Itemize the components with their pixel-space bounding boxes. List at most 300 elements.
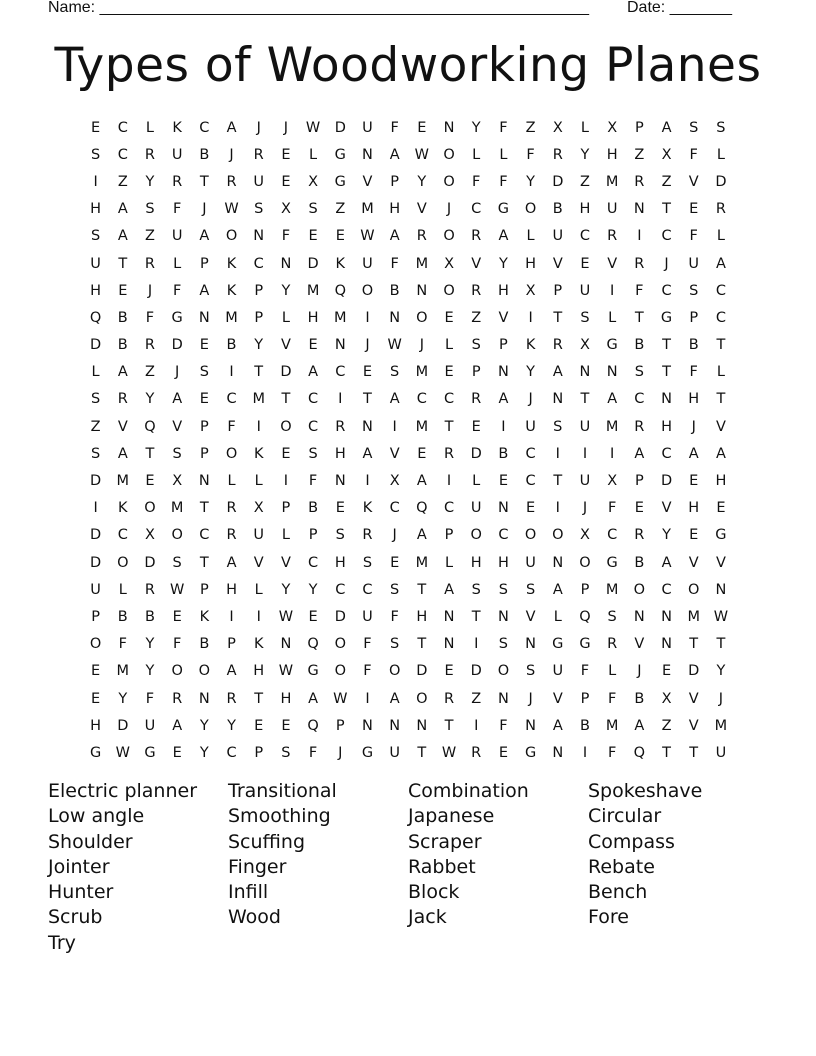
grid-letter: R [634,173,645,190]
grid-letter: A [634,445,645,462]
grid-letter: J [528,690,533,707]
grid-letter: V [661,500,672,517]
grid-letter: E [199,391,209,408]
grid-letter: I [637,228,642,245]
grid-letter: A [389,690,400,707]
grid-letter: S [308,201,318,218]
grid-letter: S [390,364,400,381]
grid-letter: R [552,337,563,354]
grid-letter: X [172,473,183,490]
grid-letter: T [716,636,726,653]
grid-letter: I [392,418,397,435]
grid-letter: F [472,173,481,190]
grid-letter: J [175,364,180,381]
grid-letter: N [552,554,564,571]
grid-letter: N [362,418,373,435]
word-bank-item: Try [48,931,76,954]
grid-letter: J [392,527,397,544]
grid-letter: S [716,119,726,136]
grid-letter: N [280,636,292,653]
grid-letter: A [117,228,128,245]
grid-letter: D [334,119,346,136]
grid-letter: G [524,744,537,761]
grid-letter: U [579,473,591,490]
grid-letter: I [365,309,370,326]
grid-letter: F [526,146,535,163]
word-bank-item: Low angle [48,805,145,828]
grid-letter: K [118,500,128,517]
grid-letter: M [415,255,429,272]
grid-letter: Y [526,364,536,381]
grid-letter: H [226,581,237,598]
grid-letter: F [499,119,508,136]
grid-letter: C [634,391,645,408]
grid-letter: L [716,146,725,163]
grid-letter: H [470,554,482,571]
grid-letter: D [117,717,129,734]
grid-letter: S [607,608,617,625]
grid-letter: E [362,364,373,381]
word-bank-item: Shoulder [48,830,133,853]
grid-letter: A [552,581,563,598]
grid-letter: B [308,500,319,517]
grid-letter: A [661,119,672,136]
grid-letter: C [308,391,319,408]
grid-letter: H [606,146,618,163]
word-bank-item: Block [408,881,460,904]
grid-letter: O [361,282,374,299]
grid-letter: L [281,527,290,544]
grid-letter: E [91,690,101,707]
grid-letter: J [419,337,424,354]
grid-letter: C [117,119,128,136]
grid-letter: R [226,500,237,517]
grid-letter: I [283,473,289,490]
grid-letter: A [226,554,237,571]
word-bank-item: Hunter [48,881,114,904]
grid-letter: A [199,228,210,245]
grid-letter: L [91,364,100,381]
grid-letter: W [713,608,729,625]
grid-letter: L [444,554,454,571]
grid-letter: O [117,554,129,571]
grid-letter: H [307,309,319,326]
grid-letter: N [362,717,373,734]
grid-letter: T [662,744,671,761]
grid-letter: N [579,364,591,381]
grid-letter: U [579,282,591,299]
grid-letter: V [172,418,183,435]
grid-letter: A [308,364,319,381]
word-bank-item: Spokeshave [588,780,703,802]
grid-letter: R [634,527,645,544]
grid-letter: I [256,418,261,435]
grid-letter: J [582,500,588,517]
grid-letter: P [553,282,563,299]
grid-letter: R [715,201,726,218]
grid-letter: L [608,309,617,326]
grid-letter: I [93,173,98,190]
grid-letter: W [115,744,130,761]
grid-letter: O [416,309,428,326]
grid-letter: V [688,690,699,707]
grid-letter: X [280,201,291,218]
grid-letter: C [226,744,237,761]
grid-letter: K [253,636,264,653]
grid-letter: U [253,173,265,190]
grid-letter: E [390,554,400,571]
word-bank-item: Scraper [408,830,482,853]
grid-letter: W [333,690,348,707]
grid-letter: V [280,337,291,354]
grid-letter: V [280,554,291,571]
grid-letter: R [362,527,373,544]
grid-letter: E [254,717,264,734]
grid-letter: Z [634,146,645,163]
grid-letter: Y [308,581,318,598]
grid-letter: Y [471,119,481,136]
grid-letter: F [689,146,698,163]
grid-letter: U [362,255,373,272]
grid-letter: J [718,690,724,707]
grid-letter: K [226,282,237,299]
grid-letter: S [90,228,101,245]
grid-letter: W [278,608,294,625]
grid-letter: Y [716,663,726,680]
grid-letter: U [715,744,727,761]
grid-letter: W [224,201,239,218]
grid-letter: E [444,663,454,680]
grid-letter: F [363,663,372,680]
grid-letter: X [661,146,672,163]
name-field-label: Name: _______________________________________________________ [48,0,589,16]
grid-letter: N [334,473,346,490]
grid-letter: O [552,527,564,544]
grid-letter: S [308,445,318,462]
grid-letter: R [144,146,155,163]
grid-letter: I [365,473,370,490]
grid-letter: L [254,473,263,490]
grid-letter: S [335,527,345,544]
grid-letter: M [714,717,728,734]
grid-letter: Y [118,690,128,707]
grid-letter: N [334,337,346,354]
grid-letter: V [498,309,509,326]
grid-letter: R [443,445,455,462]
grid-letter: N [661,391,672,408]
grid-letter: N [525,717,537,734]
grid-letter: L [227,473,236,490]
grid-letter: B [634,690,645,707]
grid-letter: U [525,418,536,435]
grid-letter: H [661,418,672,435]
grid-letter: E [91,119,101,136]
grid-letter: G [361,744,374,761]
word-bank-item: Finger [228,855,287,878]
grid-letter: H [579,201,591,218]
grid-letter: T [444,717,454,734]
grid-letter: H [497,282,509,299]
grid-letter: N [416,282,428,299]
grid-letter: T [199,500,209,517]
grid-letter: T [634,309,644,326]
grid-letter: D [416,663,428,680]
grid-letter: S [90,146,101,163]
grid-letter: C [443,391,455,408]
grid-letter: G [171,309,183,326]
grid-letter: F [172,636,182,653]
grid-letter: K [362,500,373,517]
grid-letter: C [498,527,509,544]
grid-letter: E [199,337,209,354]
grid-letter: E [281,146,291,163]
grid-letter: C [661,445,672,462]
word-bank-item: Circular [588,805,662,828]
grid-letter: R [607,636,618,653]
grid-letter: P [199,581,209,598]
grid-letter: Y [199,717,209,734]
grid-letter: O [225,228,238,245]
grid-letter: B [634,554,645,571]
grid-letter: E [308,228,318,245]
grid-letter: A [389,391,400,408]
grid-letter: O [334,663,346,680]
grid-letter: O [144,500,156,517]
grid-letter: Q [579,608,591,625]
grid-letter: U [90,255,101,272]
grid-letter: E [281,173,291,190]
grid-letter: O [470,527,482,544]
grid-letter: H [389,201,401,218]
grid-letter: E [689,527,699,544]
grid-letter: X [253,500,264,517]
grid-letter: O [579,554,591,571]
grid-letter: X [308,173,319,190]
grid-letter: B [117,309,128,326]
grid-letter: C [226,391,237,408]
grid-letter: C [661,228,672,245]
grid-letter: B [498,445,509,462]
grid-letter: T [471,608,481,625]
grid-letter: W [441,744,457,761]
grid-letter: F [308,744,318,761]
grid-letter: U [171,228,183,245]
grid-letter: O [443,282,455,299]
grid-letter: G [606,554,618,571]
grid-letter: N [633,608,645,625]
grid-letter: S [634,364,644,381]
grid-letter: G [606,337,618,354]
grid-letter: D [144,554,156,571]
grid-letter: S [498,636,509,653]
grid-letter: P [254,282,264,299]
grid-letter: N [443,608,455,625]
grid-letter: M [306,282,320,299]
grid-letter: O [443,228,455,245]
grid-letter: P [199,418,209,435]
grid-letter: A [498,391,509,408]
grid-letter: O [633,581,646,598]
grid-letter: C [308,418,319,435]
word-bank-item: Rebate [588,855,655,878]
grid-letter: O [171,527,183,544]
word-bank-item: Electric planner [48,780,198,802]
grid-letter: Z [117,173,128,190]
word-bank-item: Smoothing [228,805,331,828]
grid-letter: O [171,663,183,680]
grid-letter: F [499,717,508,734]
grid-letter: R [416,228,427,245]
grid-letter: Y [281,282,291,299]
grid-letter: Z [145,228,155,245]
grid-letter: R [226,173,237,190]
grid-letter: U [389,744,400,761]
grid-letter: T [145,445,155,462]
grid-letter: T [281,391,291,408]
grid-letter: R [607,228,618,245]
grid-letter: V [715,554,726,571]
grid-letter: H [497,554,509,571]
grid-letter: S [553,418,563,435]
grid-letter: E [716,500,726,517]
grid-letter: A [634,717,645,734]
grid-letter: O [688,581,700,598]
grid-letter: T [662,201,671,218]
grid-letter: X [580,337,590,354]
grid-letter: N [198,473,210,490]
grid-letter: D [470,445,482,462]
grid-letter: Z [90,418,101,435]
grid-letter: T [716,391,726,408]
grid-letter: A [715,255,726,272]
grid-letter: T [716,337,726,354]
grid-letter: D [552,173,564,190]
grid-letter: Q [416,500,428,517]
grid-letter: Y [498,255,508,272]
grid-letter: S [390,581,400,598]
grid-letter: F [118,636,127,653]
grid-letter: F [172,201,182,218]
grid-letter: M [225,309,238,326]
grid-letter: N [552,744,564,761]
grid-letter: S [254,201,264,218]
grid-letter: I [256,608,261,625]
grid-letter: I [229,364,234,381]
grid-letter: T [417,744,427,761]
grid-letter: C [661,282,672,299]
grid-letter: M [116,663,130,680]
grid-letter: Z [471,309,482,326]
grid-letter: T [417,636,427,653]
grid-letter: T [580,391,590,408]
grid-letter: W [169,581,185,598]
grid-letter: R [117,391,128,408]
grid-letter: N [443,119,455,136]
grid-letter: E [661,663,672,680]
grid-letter: C [471,201,482,218]
grid-letter: M [361,201,374,218]
grid-letter: A [552,364,563,381]
grid-letter: X [145,527,155,544]
grid-letter: C [443,500,455,517]
grid-letter: J [256,119,261,136]
grid-letter: Y [199,744,209,761]
grid-letter: B [199,636,210,653]
grid-letter: R [471,744,482,761]
grid-letter: V [688,717,699,734]
grid-letter: D [171,337,183,354]
grid-letter: A [226,663,237,680]
grid-letter: M [116,473,130,490]
grid-letter: F [145,309,155,326]
grid-letter: Z [145,364,155,381]
grid-letter: U [525,554,536,571]
grid-letter: Q [334,282,346,299]
grid-letter: L [118,581,127,598]
grid-letter: N [552,391,564,408]
word-bank-item: Wood [228,906,281,929]
grid-letter: O [89,636,102,653]
grid-letter: J [338,744,343,761]
grid-letter: W [278,663,294,680]
grid-letter: X [580,527,590,544]
grid-letter: Y [145,173,155,190]
grid-letter: Y [145,636,155,653]
grid-letter: F [227,418,236,435]
grid-letter: F [689,228,698,245]
grid-letter: N [525,636,537,653]
grid-letter: P [281,500,291,517]
grid-letter: E [308,608,318,625]
grid-letter: H [280,690,292,707]
grid-letter: R [471,391,482,408]
grid-letter: P [254,309,264,326]
grid-letter: E [335,228,345,245]
grid-letter: K [335,255,346,272]
grid-letter: O [524,201,537,218]
grid-letter: Y [662,527,671,544]
grid-letter: N [661,636,672,653]
grid-letter: H [334,554,346,571]
grid-letter: Z [471,690,482,707]
grid-letter: B [144,608,155,625]
grid-letter: M [605,173,619,190]
grid-letter: A [389,146,400,163]
grid-letter: S [580,309,590,326]
page-title: Types of Woodworking Planes [54,38,762,93]
grid-letter: B [579,717,590,734]
grid-letter: C [199,527,210,544]
grid-letter: H [715,473,727,490]
grid-letter: M [605,418,619,435]
grid-letter: O [280,418,292,435]
grid-letter: Z [335,201,346,218]
grid-letter: Y [227,717,236,734]
grid-letter: G [89,744,102,761]
grid-letter: I [582,445,588,462]
grid-letter: P [580,690,590,707]
grid-letter: R [144,255,155,272]
grid-letter: E [526,500,536,517]
grid-letter: G [715,527,727,544]
grid-letter: V [117,418,128,435]
grid-letter: P [227,636,236,653]
grid-letter: R [335,418,346,435]
grid-letter: J [202,201,207,218]
grid-letter: U [362,119,373,136]
grid-letter: P [335,717,345,734]
grid-letter: S [172,554,182,571]
